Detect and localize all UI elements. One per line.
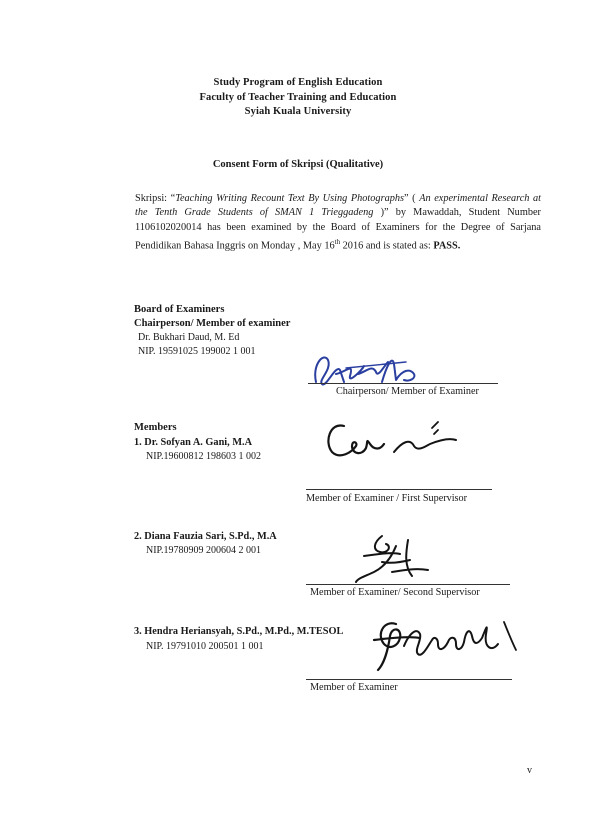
header-university: Syiah Kuala University <box>244 106 352 117</box>
member-2-caption: Member of Examiner/ Second Supervisor <box>310 587 480 598</box>
member-3-name: 3. Hendra Heriansyah, S.Pd., M.Pd., M.TESOL <box>134 626 344 637</box>
member-2-signature <box>352 532 442 588</box>
consent-paragraph <box>135 192 541 254</box>
paragraph-mid: ” ( <box>404 193 420 204</box>
header-study-program: Study Program of English Education <box>213 77 383 88</box>
member-1-caption: Member of Examiner / First Supervisor <box>306 493 467 504</box>
research-description: An experimental Research at the Tenth Grade Students of SMAN 1 Trieggadeng <box>135 193 542 219</box>
chair-name: Dr. Bukhari Daud, M. Ed <box>138 332 240 343</box>
chair-caption: Chairperson/ Member of Examiner <box>336 386 479 397</box>
result-pass: PASS. <box>433 240 461 252</box>
member-1-nip: NIP.19600812 198603 1 002 <box>146 451 262 462</box>
page-number: v <box>527 765 532 776</box>
member-1-signature <box>322 412 462 464</box>
paragraph-rest2: 2016 and is stated as: <box>340 240 434 252</box>
member-2-signature-line <box>306 584 510 585</box>
members-heading: Members <box>134 422 177 433</box>
board-heading: Board of Examiners <box>134 304 225 315</box>
member-3-signature <box>370 610 530 676</box>
paragraph-rest: )” by Mawaddah, Student Number 1106102020014 has been examined by the Board of Examiners for the Degree of Sarjana Pendidikan Bahasa Inggris on Monday , May 16 <box>135 207 541 252</box>
member-3-signature-line <box>306 679 512 680</box>
chair-nip: NIP. 19591025 199002 1 001 <box>138 346 256 357</box>
member-3-caption: Member of Examiner <box>310 682 398 693</box>
skripsi-title: Teaching Writing Recount Text By Using Photographs <box>175 193 405 204</box>
member-2-name: 2. Diana Fauzia Sari, S.Pd., M.A <box>134 531 277 542</box>
paragraph-lead: Skripsi: “ <box>135 193 176 204</box>
member-1-signature-line <box>306 489 492 490</box>
chair-signature-line <box>308 383 498 384</box>
form-title: Consent Form of Skripsi (Qualitative) <box>212 159 384 170</box>
board-subheading: Chairperson/ Member of examiner <box>134 318 291 329</box>
member-3-nip: NIP. 19791010 200501 1 001 <box>146 641 264 652</box>
header-faculty: Faculty of Teacher Training and Education <box>199 92 397 103</box>
member-1-name: 1. Dr. Sofyan A. Gani, M.A <box>134 437 253 448</box>
date-suffix: th <box>334 237 341 246</box>
member-2-nip: NIP.19780909 200604 2 001 <box>146 545 262 556</box>
